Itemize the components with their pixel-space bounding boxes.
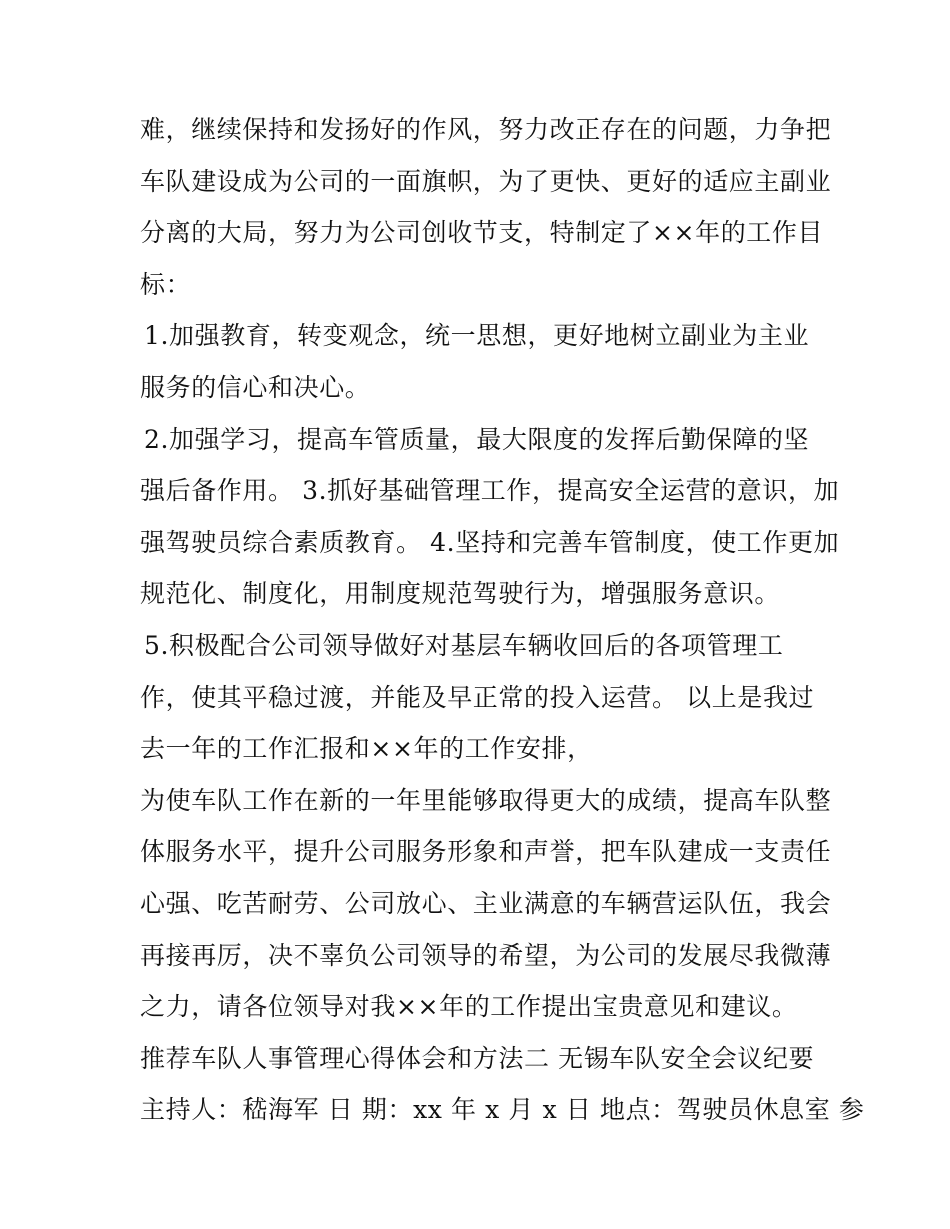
text-line: 标： bbox=[140, 269, 192, 299]
section-title-line: 推荐车队人事管理心得体会和方法二 无锡车队安全会议纪要 bbox=[140, 1043, 815, 1073]
text-line: 规范化、制度化，用制度规范驾驶行为，增强服务意识。 bbox=[140, 579, 781, 609]
text-line: 车队建设成为公司的一面旗帜，为了更快、更好的适应主副业 bbox=[140, 166, 832, 196]
meeting-info-line: 主持人：嵇海军 日 期：xx 年 x 月 x 日 地点：驾驶员休息室 参 bbox=[140, 1095, 865, 1125]
text-line: 服务的信心和决心。 bbox=[140, 372, 371, 402]
text-line: 再接再厉，决不辜负公司领导的希望，为公司的发展尽我微薄 bbox=[140, 940, 832, 970]
text-line: 为使车队工作在新的一年里能够取得更大的成绩，提高车队整 bbox=[140, 785, 832, 815]
body-text bbox=[140, 104, 865, 1136]
text-line: 强后备作用。 3.抓好基础管理工作，提高安全运营的意识，加 bbox=[140, 476, 840, 506]
list-item-5-line: 5.积极配合公司领导做好对基层车辆收回后的各项管理工 bbox=[144, 630, 784, 660]
text-line: 作，使其平稳过渡，并能及早正常的投入运营。 以上是我过 bbox=[140, 682, 815, 712]
text-line: 分离的大局，努力为公司创收节支，特制定了××年的工作目 bbox=[140, 218, 824, 248]
text-line: 体服务水平，提升公司服务形象和声誉，把车队建成一支责任 bbox=[140, 837, 832, 867]
text-line: 心强、吃苦耐劳、公司放心、主业满意的车辆营运队伍，我会 bbox=[140, 888, 832, 918]
text-line: 难，继续保持和发扬好的作风，努力改正存在的问题，力争把 bbox=[140, 115, 832, 144]
list-item-1-line: 1.加强教育，转变观念，统一思想，更好地树立副业为主业 bbox=[144, 321, 810, 351]
text-line: 强驾驶员综合素质教育。 4.坚持和完善车管制度，使工作更加 bbox=[140, 527, 840, 557]
text-line: 之力，请各位领导对我××年的工作提出宝贵意见和建议。 bbox=[140, 992, 798, 1022]
list-item-2-line: 2.加强学习，提高车管质量，最大限度的发挥后勤保障的坚 bbox=[144, 424, 810, 454]
text-line: 去一年的工作汇报和××年的工作安排， bbox=[140, 734, 593, 764]
